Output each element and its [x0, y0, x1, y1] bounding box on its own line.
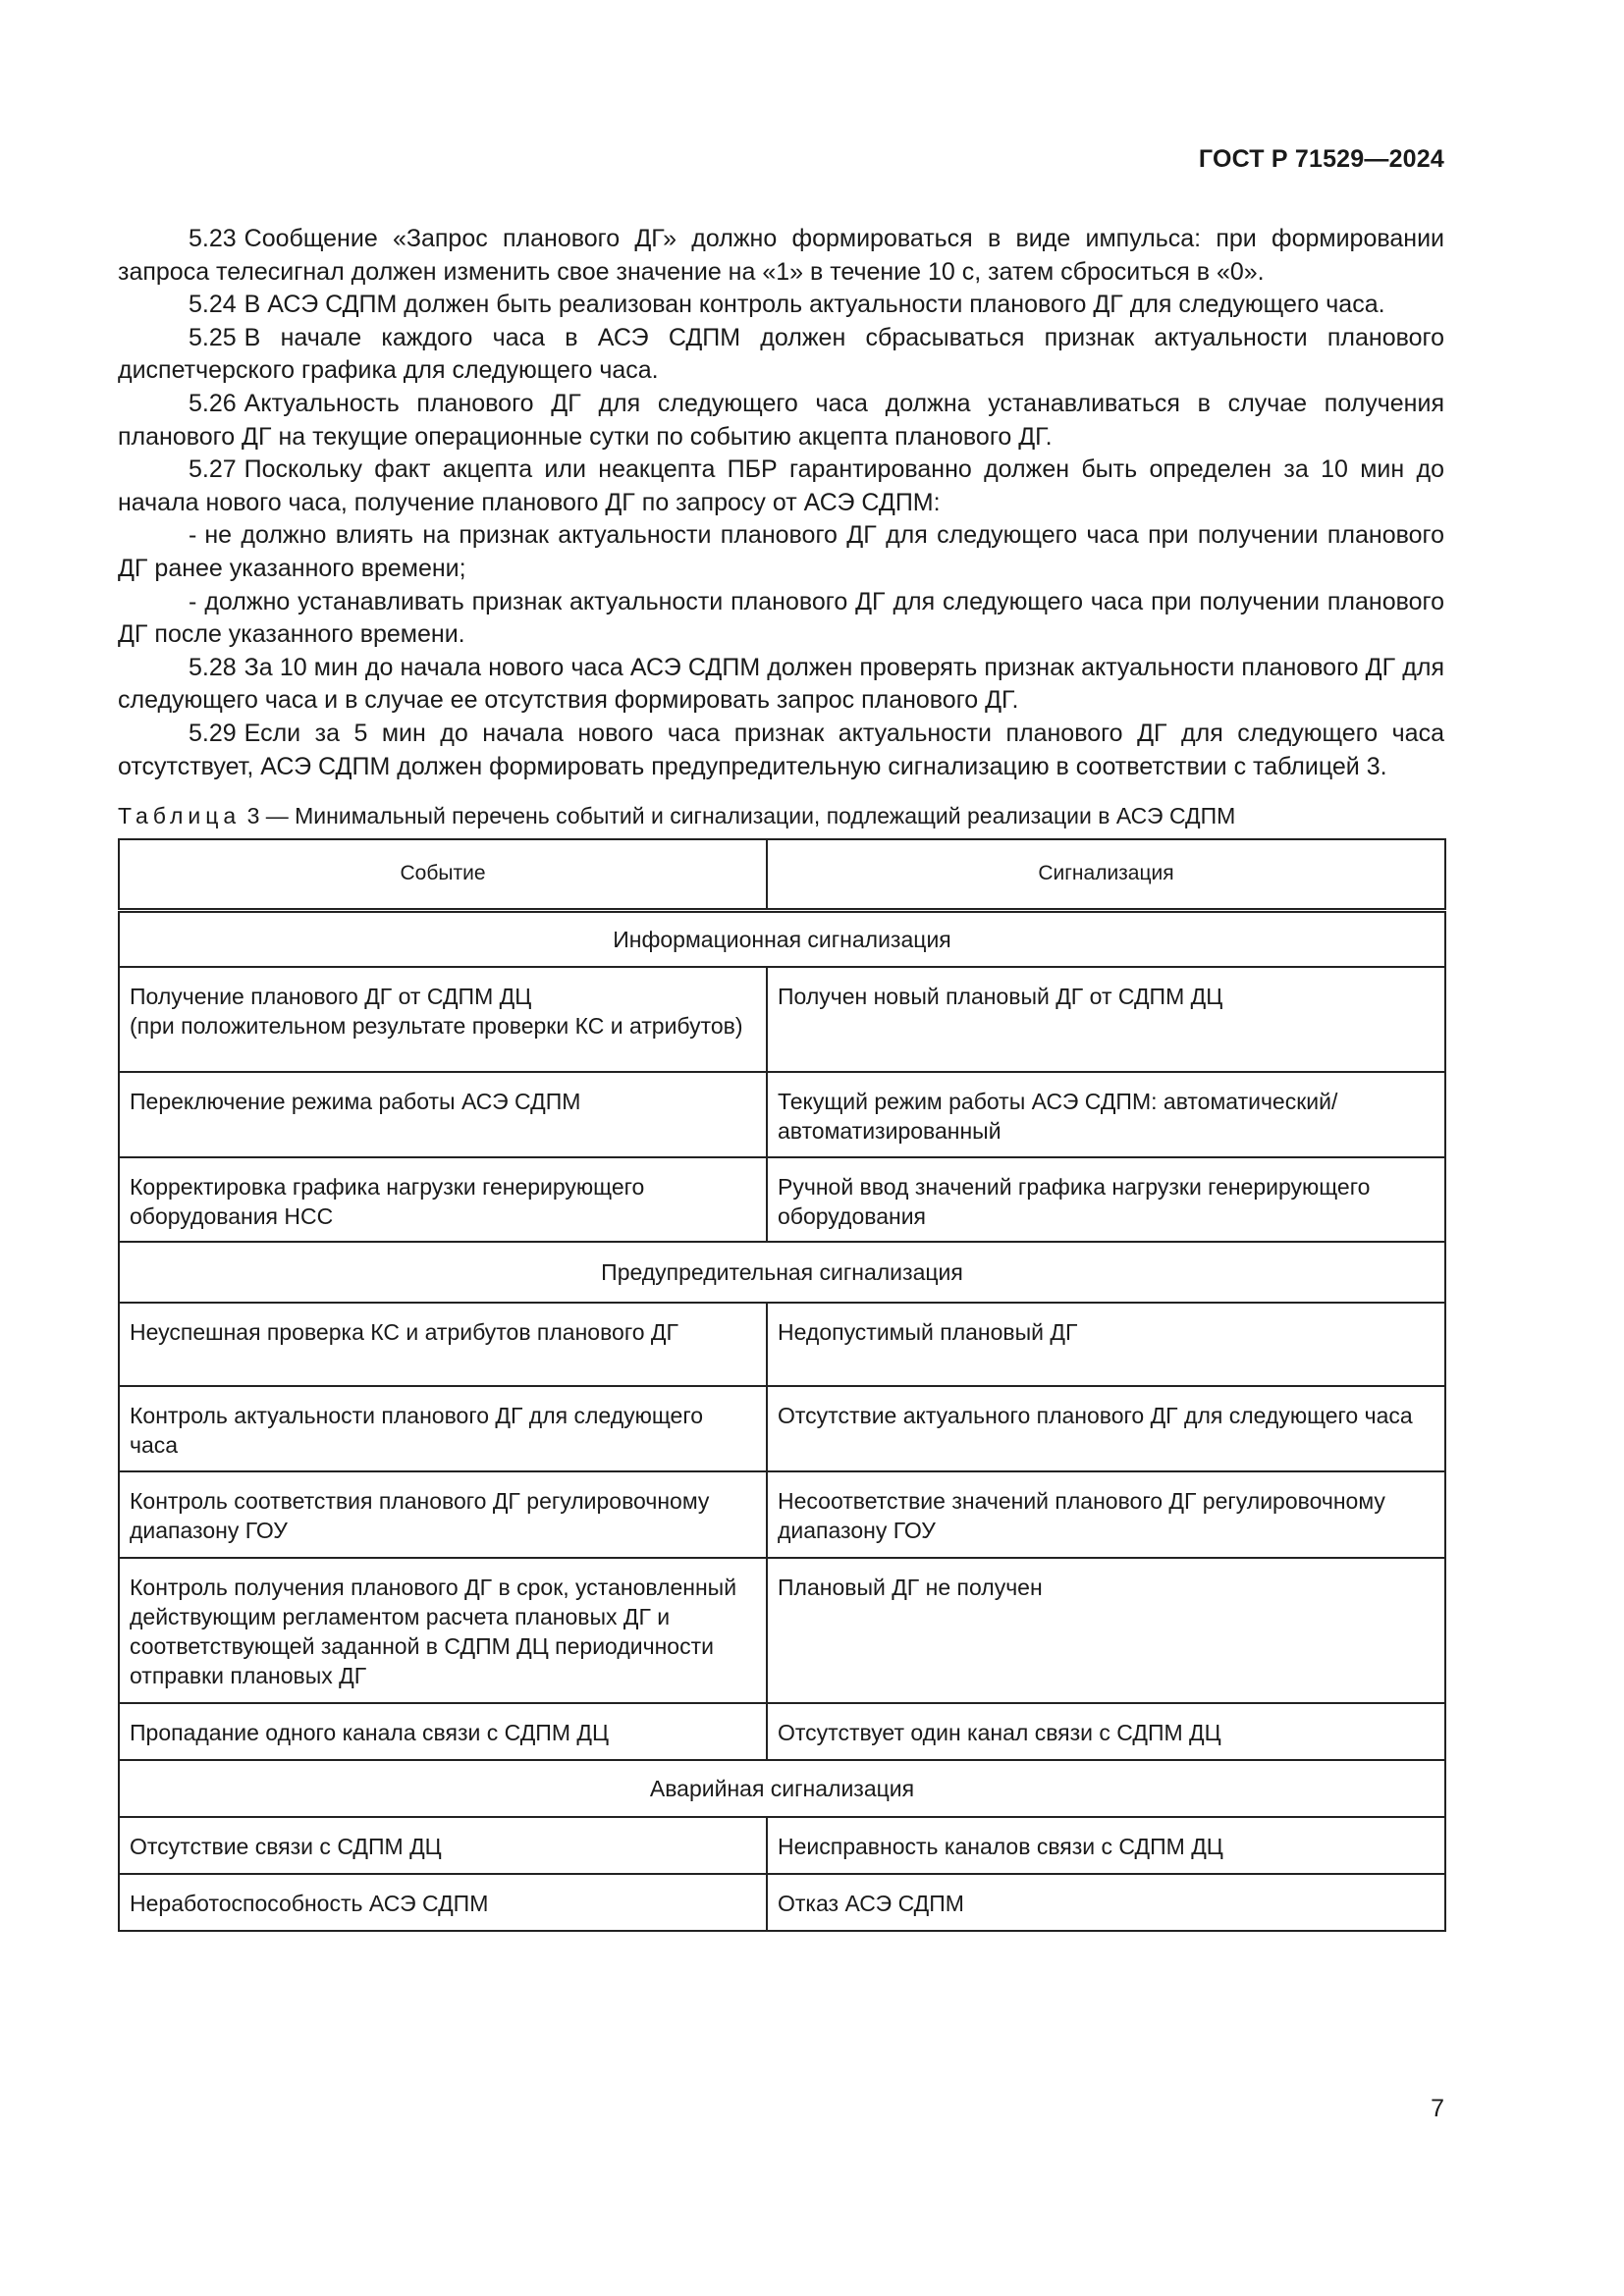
- paragraph-text: Если за 5 мин до начала нового часа признак актуальности планового ДГ для следующего часа отсутствует, АСЭ СДПМ должен формировать предупредительную сигнализацию в соответствии с таблицей 3.: [118, 719, 1444, 780]
- paragraph-5-24: [118, 289, 1444, 322]
- list-item-dash: [118, 519, 1444, 585]
- section-row-warning: [119, 1242, 1445, 1303]
- paragraph-5-28: [118, 652, 1444, 718]
- signal-cell: Текущий режим работы АСЭ СДПМ: автоматический/ автоматизированный: [767, 1072, 1445, 1157]
- table-header-row: [119, 839, 1445, 910]
- table-row: [119, 1703, 1445, 1760]
- table-row: [119, 967, 1445, 1072]
- paragraph-number: 5.23: [189, 225, 237, 252]
- section-title: Аварийная сигнализация: [119, 1760, 1445, 1817]
- events-signalling-table: [118, 838, 1446, 1932]
- list-item-dash: [118, 586, 1444, 652]
- list-item-text: не должно влиять на признак актуальности планового ДГ для следующего часа при получении планового ДГ ранее указанного времени;: [118, 521, 1444, 582]
- section-title: Предупредительная сигнализация: [119, 1242, 1445, 1303]
- column-header-signal: Сигнализация: [767, 839, 1445, 910]
- paragraph-text: Сообщение «Запрос планового ДГ» должно формироваться в виде импульса: при формировании запроса телесигнал должен изменить свое значение на «1» в течение 10 с, затем сброситься в «0».: [118, 225, 1444, 286]
- signal-cell: Отсутствие актуального планового ДГ для следующего часа: [767, 1386, 1445, 1471]
- list-dash: -: [189, 587, 197, 615]
- event-cell: Контроль актуальности планового ДГ для следующего часа: [119, 1386, 767, 1471]
- signal-cell: Отказ АСЭ СДПМ: [767, 1874, 1445, 1931]
- list-item-text: должно устанавливать признак актуальности планового ДГ для следующего часа при получении планового ДГ после указанного времени.: [118, 587, 1444, 649]
- event-cell: Корректировка графика нагрузки генерирующего оборудования НСС: [119, 1157, 767, 1242]
- paragraph-number: 5.28: [189, 653, 237, 681]
- paragraph-text: Актуальность планового ДГ для следующего часа должна устанавливаться в случае получения планового ДГ на текущие операционные сутки по событию акцепта планового ДГ.: [118, 389, 1444, 451]
- event-cell: Получение планового ДГ от СДПМ ДЦ (при положительном результате проверки КС и атрибутов): [119, 967, 767, 1072]
- signal-cell: Ручной ввод значений графика нагрузки генерирующего оборудования: [767, 1157, 1445, 1242]
- paragraph-5-26: [118, 388, 1444, 454]
- table-row: [119, 1303, 1445, 1386]
- event-cell: Переключение режима работы АСЭ СДПМ: [119, 1072, 767, 1157]
- document-header: ГОСТ Р 71529—2024: [1198, 145, 1444, 173]
- paragraph-number: 5.26: [189, 389, 237, 417]
- table-caption-word: Таблица: [118, 803, 242, 829]
- list-dash: -: [189, 521, 197, 550]
- main-content: [118, 223, 1444, 1932]
- table-row: [119, 1157, 1445, 1242]
- event-cell: Контроль получения планового ДГ в срок, установленный действующим регламентом расчета плановых ДГ и соответствующей заданной в СДПМ ДЦ периодичности отправки плановых ДГ: [119, 1558, 767, 1703]
- table-row: [119, 1072, 1445, 1157]
- table-caption: [118, 801, 1444, 830]
- signal-cell: Получен новый плановый ДГ от СДПМ ДЦ: [767, 967, 1445, 1072]
- signal-cell: Недопустимый плановый ДГ: [767, 1303, 1445, 1386]
- paragraph-5-29: [118, 718, 1444, 783]
- paragraph-number: 5.27: [189, 455, 237, 484]
- signal-cell: Неисправность каналов связи с СДПМ ДЦ: [767, 1817, 1445, 1874]
- table-row: [119, 1817, 1445, 1874]
- paragraph-5-23: [118, 223, 1444, 289]
- signal-cell: Плановый ДГ не получен: [767, 1558, 1445, 1703]
- paragraph-list: [118, 223, 1444, 783]
- paragraph-number: 5.24: [189, 291, 237, 319]
- paragraph-5-25: [118, 322, 1444, 388]
- table-row: [119, 1386, 1445, 1471]
- signal-cell: Несоответствие значений планового ДГ регулировочному диапазону ГОУ: [767, 1471, 1445, 1558]
- signal-cell: Отсутствует один канал связи с СДПМ ДЦ: [767, 1703, 1445, 1760]
- table-row: [119, 1874, 1445, 1931]
- table-caption-text: 3 — Минимальный перечень событий и сигнализации, подлежащий реализации в АСЭ СДПМ: [246, 803, 1236, 829]
- section-row-informational: [119, 910, 1445, 967]
- page-number: 7: [1431, 2095, 1444, 2122]
- event-cell: Отсутствие связи с СДПМ ДЦ: [119, 1817, 767, 1874]
- paragraph-text: В начале каждого часа в АСЭ СДПМ должен сбрасываться признак актуальности планового диспетчерского графика для следующего часа.: [118, 323, 1444, 385]
- table-row: [119, 1471, 1445, 1558]
- section-row-emergency: [119, 1760, 1445, 1817]
- paragraph-text: За 10 мин до начала нового часа АСЭ СДПМ должен проверять признак актуальности планового ДГ для следующего часа и в случае ее отсутствия формировать запрос планового ДГ.: [118, 653, 1444, 715]
- column-header-event: Событие: [119, 839, 767, 910]
- paragraph-number: 5.25: [189, 323, 237, 351]
- paragraph-number: 5.29: [189, 719, 237, 747]
- section-title: Информационная сигнализация: [119, 910, 1445, 967]
- paragraph-text: В АСЭ СДПМ должен быть реализован контроль актуальности планового ДГ для следующего часа.: [244, 291, 1385, 319]
- paragraph-5-27: [118, 454, 1444, 519]
- table-row: [119, 1558, 1445, 1703]
- paragraph-text: Поскольку факт акцепта или неакцепта ПБР гарантированно должен быть определен за 10 мин до начала нового часа, получение планового ДГ по запросу от АСЭ СДПМ:: [118, 455, 1444, 516]
- event-cell: Контроль соответствия планового ДГ регулировочному диапазону ГОУ: [119, 1471, 767, 1558]
- event-cell: Неработоспособность АСЭ СДПМ: [119, 1874, 767, 1931]
- event-cell: Пропадание одного канала связи с СДПМ ДЦ: [119, 1703, 767, 1760]
- event-cell: Неуспешная проверка КС и атрибутов планового ДГ: [119, 1303, 767, 1386]
